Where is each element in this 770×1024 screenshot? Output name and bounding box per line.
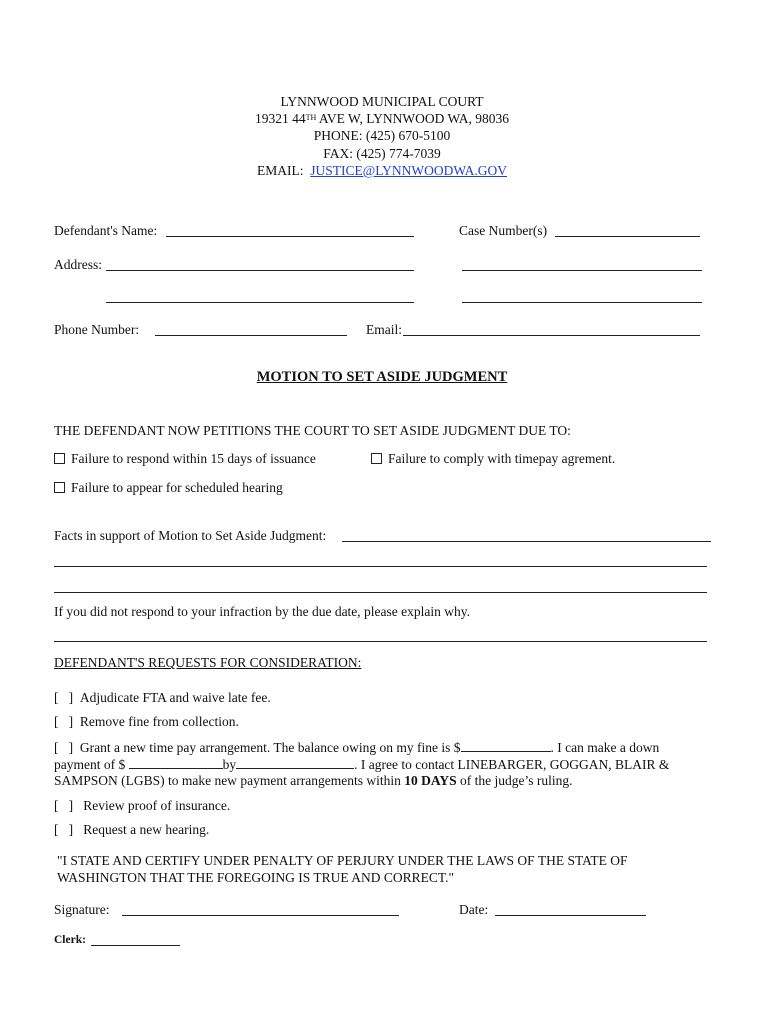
explain-label: If you did not respond to your infraction by the due date, please explain why. xyxy=(54,604,471,619)
facts-line-1[interactable] xyxy=(342,541,711,542)
court-email: EMAIL: JUSTICE@LYNNWOODWA.GOV xyxy=(257,162,507,178)
court-fax: FAX: (425) 774-7039 xyxy=(323,145,441,161)
signature-field[interactable] xyxy=(122,915,399,916)
phone-field[interactable] xyxy=(155,335,347,336)
request-item-remove-fine[interactable]: [ ] Remove fine from collection. xyxy=(54,714,239,729)
phone-label: Phone Number: xyxy=(54,322,140,337)
defendant-name-field[interactable] xyxy=(166,236,414,237)
defendant-name-label: Defendant's Name: xyxy=(54,223,158,238)
balance-field[interactable] xyxy=(461,739,551,752)
certification-line-2: WASHINGTON THAT THE FOREGOING IS TRUE AND CORRECT." xyxy=(57,870,455,885)
checkbox-failure-appear[interactable] xyxy=(54,482,65,493)
checkbox-failure-respond[interactable] xyxy=(54,453,65,464)
address-line-3[interactable] xyxy=(106,302,414,303)
option-failure-comply[interactable]: Failure to comply with timepay agrement. xyxy=(371,451,615,467)
facts-line-2[interactable] xyxy=(54,566,707,567)
payment-date-field[interactable] xyxy=(236,756,354,769)
court-address: 19321 44TH AVE W, LYNNWOOD WA, 98036 xyxy=(254,111,510,127)
court-phone: PHONE: (425) 670-5100 xyxy=(313,128,451,144)
email-link[interactable]: JUSTICE@LYNNWOODWA.GOV xyxy=(310,162,507,178)
clerk-label: Clerk: xyxy=(54,934,86,946)
requests-heading: DEFENDANT'S REQUESTS FOR CONSIDERATION: xyxy=(54,655,362,670)
case-number-field[interactable] xyxy=(555,236,700,237)
certification-line-1: "I STATE AND CERTIFY UNDER PENALTY OF PERJURY UNDER THE LAWS OF THE STATE OF xyxy=(57,853,628,868)
request-item-time-pay-line2: payment of $ by . I agree to contact LINEBARGER, GOGGAN, BLAIR & xyxy=(54,757,670,772)
request-item-new-hearing[interactable]: [ ] Request a new hearing. xyxy=(54,822,210,837)
bracket-checkbox[interactable]: [ ] xyxy=(54,822,74,837)
bracket-checkbox[interactable]: [ ] xyxy=(54,740,74,755)
checkbox-failure-comply[interactable] xyxy=(371,453,382,464)
court-name: LYNNWOOD MUNICIPAL COURT xyxy=(280,94,484,109)
case-number-label: Case Number(s) xyxy=(459,223,548,238)
request-item-time-pay-line3: SAMPSON (LGBS) to make new payment arrangements within 10 DAYS of the judge’s ruling. xyxy=(54,773,573,788)
court-header xyxy=(0,93,764,179)
down-payment-field[interactable] xyxy=(129,756,223,769)
explain-line[interactable] xyxy=(54,641,707,642)
address-line-2[interactable] xyxy=(462,270,702,271)
address-label: Address: xyxy=(54,257,102,272)
request-item-adjudicate[interactable]: [ ] Adjudicate FTA and waive late fee. xyxy=(54,690,271,705)
email-label: Email: xyxy=(366,322,402,337)
date-field[interactable] xyxy=(495,915,646,916)
bracket-checkbox[interactable]: [ ] xyxy=(54,798,74,813)
facts-line-3[interactable] xyxy=(54,592,707,593)
clerk-field[interactable] xyxy=(91,945,180,946)
signature-label: Signature: xyxy=(54,902,110,917)
request-item-time-pay[interactable]: [ ] Grant a new time pay arrangement. The balance owing on my fine is $ . I can make a down xyxy=(54,740,660,755)
bracket-checkbox[interactable]: [ ] xyxy=(54,690,74,705)
request-item-insurance[interactable]: [ ] Review proof of insurance. xyxy=(54,798,231,813)
option-failure-respond[interactable]: Failure to respond within 15 days of issuance xyxy=(54,451,316,467)
petition-text: THE DEFENDANT NOW PETITIONS THE COURT TO SET ASIDE JUDGMENT DUE TO: xyxy=(54,423,571,438)
email-field[interactable] xyxy=(403,335,700,336)
facts-label: Facts in support of Motion to Set Aside Judgment: xyxy=(54,528,327,543)
address-line-1[interactable] xyxy=(106,270,414,271)
bracket-checkbox[interactable]: [ ] xyxy=(54,714,74,729)
motion-title: MOTION TO SET ASIDE JUDGMENT xyxy=(256,369,508,385)
date-label: Date: xyxy=(459,902,489,917)
option-failure-appear[interactable]: Failure to appear for scheduled hearing xyxy=(54,480,283,496)
address-line-4[interactable] xyxy=(462,302,702,303)
